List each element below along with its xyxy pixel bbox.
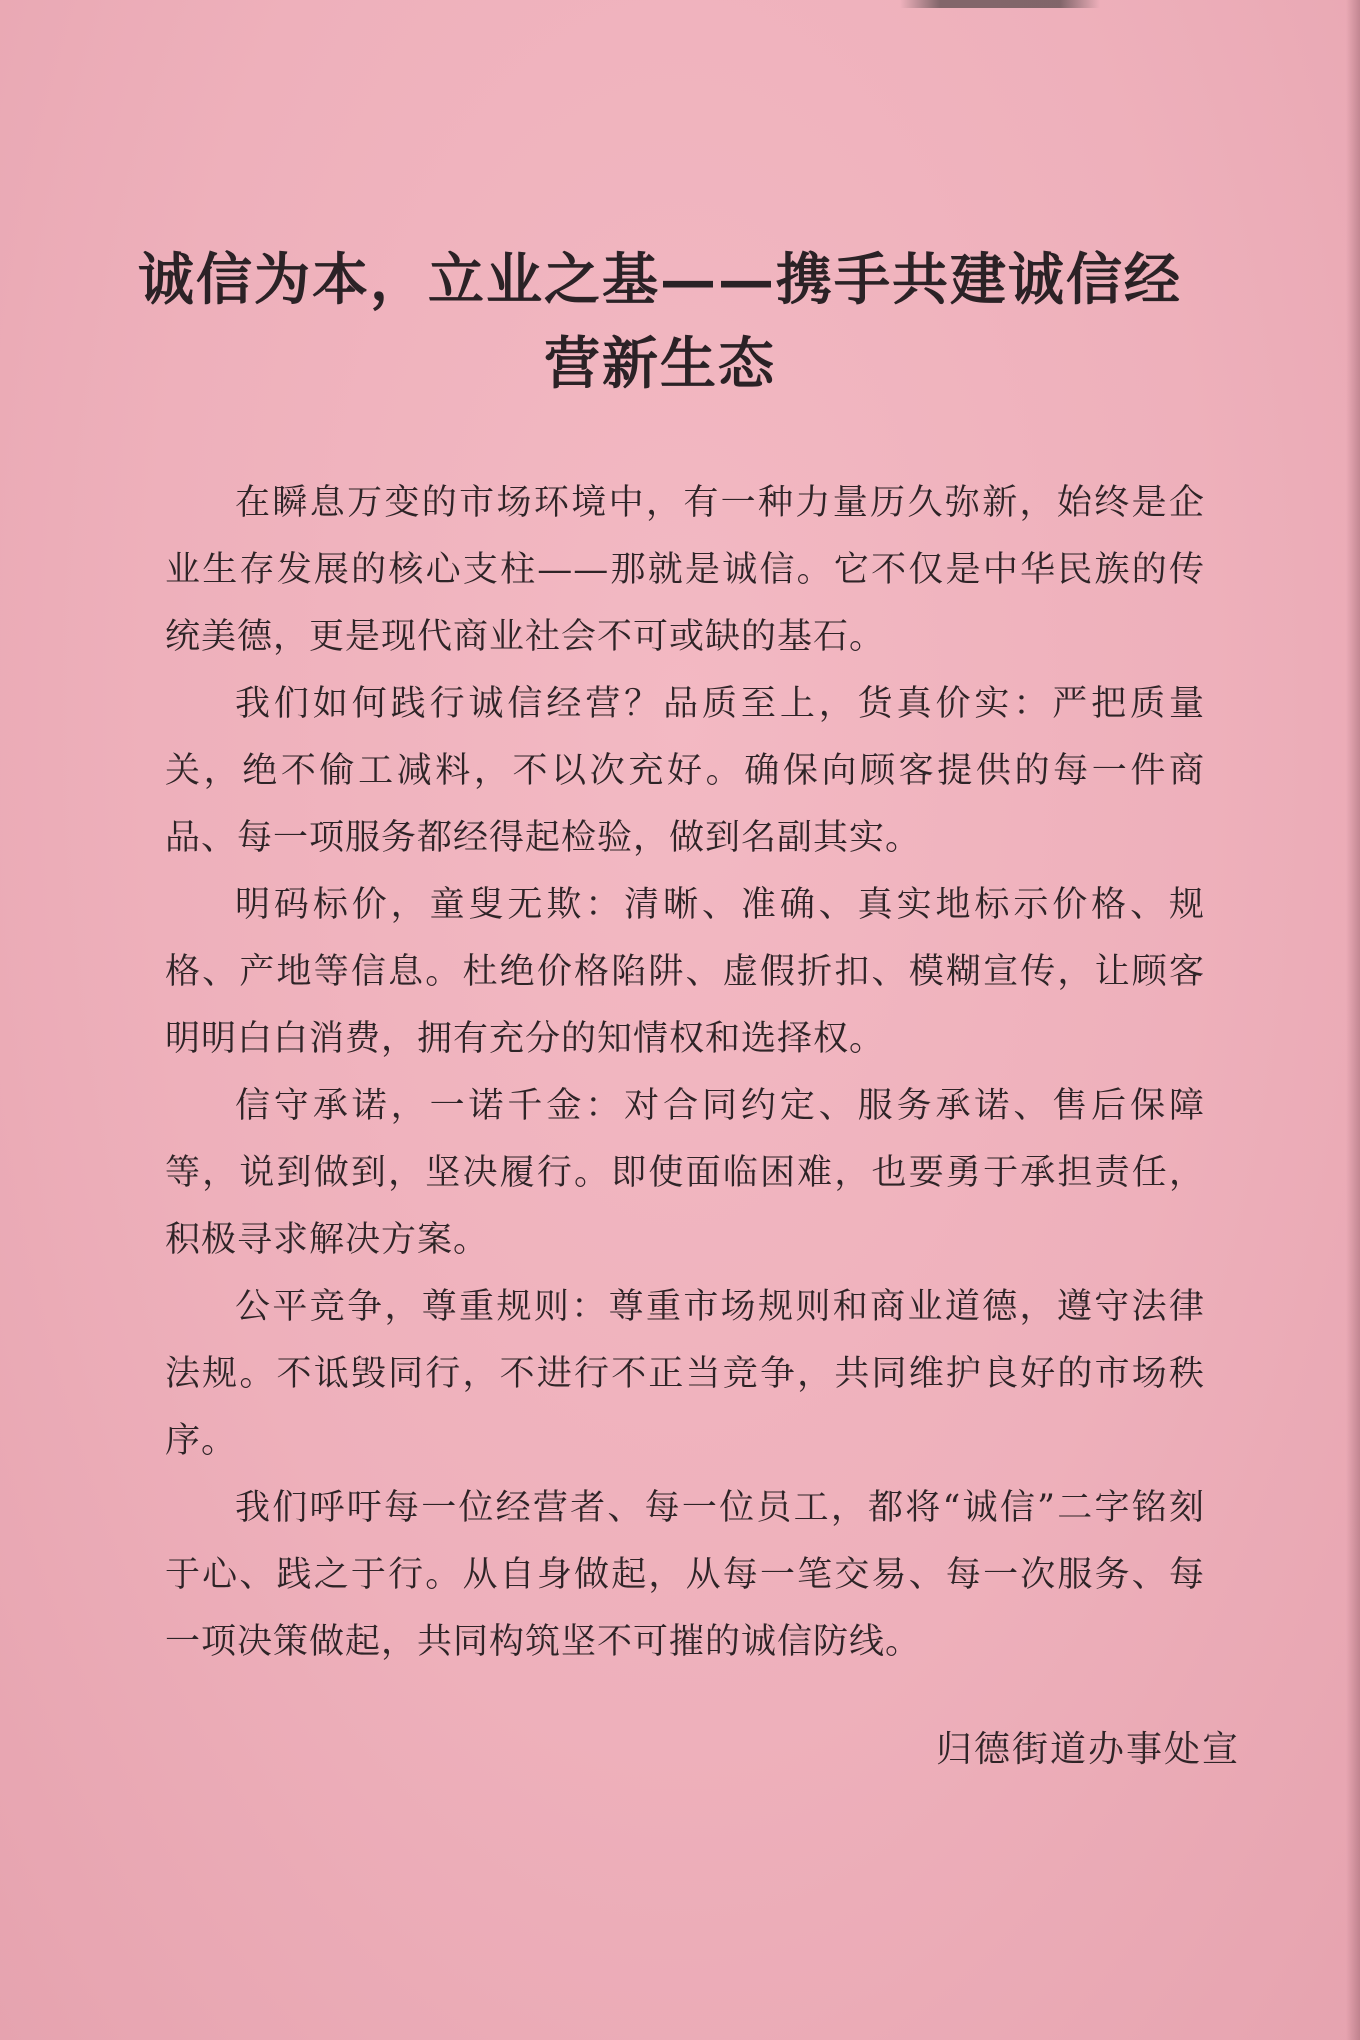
document-title: 诚信为本，立业之基——携手共建诚信经营新生态 (138, 247, 1182, 397)
paragraph-appeal: 我们呼吁每一位经营者、每一位员工，都将“诚信”二字铭刻于心、践之于行。从自身做起，从每一笔交易、每一次服务、每一项决策做起，共同构筑坚不可摧的诚信防线。 (165, 1488, 1205, 1662)
paper-edge-shadow (1346, 0, 1360, 2040)
issuer-signature: 归德街道办事处宣 (935, 1729, 1240, 1770)
paragraph-intro: 在瞬息万变的市场环境中，有一种力量历久弥新，始终是企业生存发展的核心支柱——那就是诚信。它不仅是中华民族的传统美德，更是现代商业社会不可或缺的基石。 (165, 483, 1205, 657)
paragraph-quality: 我们如何践行诚信经营？品质至上，货真价实：严把质量关，绝不偷工减料，不以次充好。确保向顾客提供的每一件商品、每一项服务都经得起检验，做到名副其实。 (165, 684, 1205, 858)
background-edge (900, 0, 1100, 8)
paragraph-competition: 公平竞争，尊重规则：尊重市场规则和商业道德，遵守法律法规。不诋毁同行，不进行不正当竞争，共同维护良好的市场秩序。 (165, 1287, 1205, 1461)
paragraph-pricing: 明码标价，童叟无欺：清晰、准确、真实地标示价格、规格、产地等信息。杜绝价格陷阱、虚假折扣、模糊宣传，让顾客明明白白消费，拥有充分的知情权和选择权。 (165, 885, 1205, 1059)
document-body (165, 470, 1205, 1676)
paragraph-promise: 信守承诺，一诺千金：对合同约定、服务承诺、售后保障等，说到做到，坚决履行。即使面临困难，也要勇于承担责任，积极寻求解决方案。 (165, 1086, 1205, 1260)
